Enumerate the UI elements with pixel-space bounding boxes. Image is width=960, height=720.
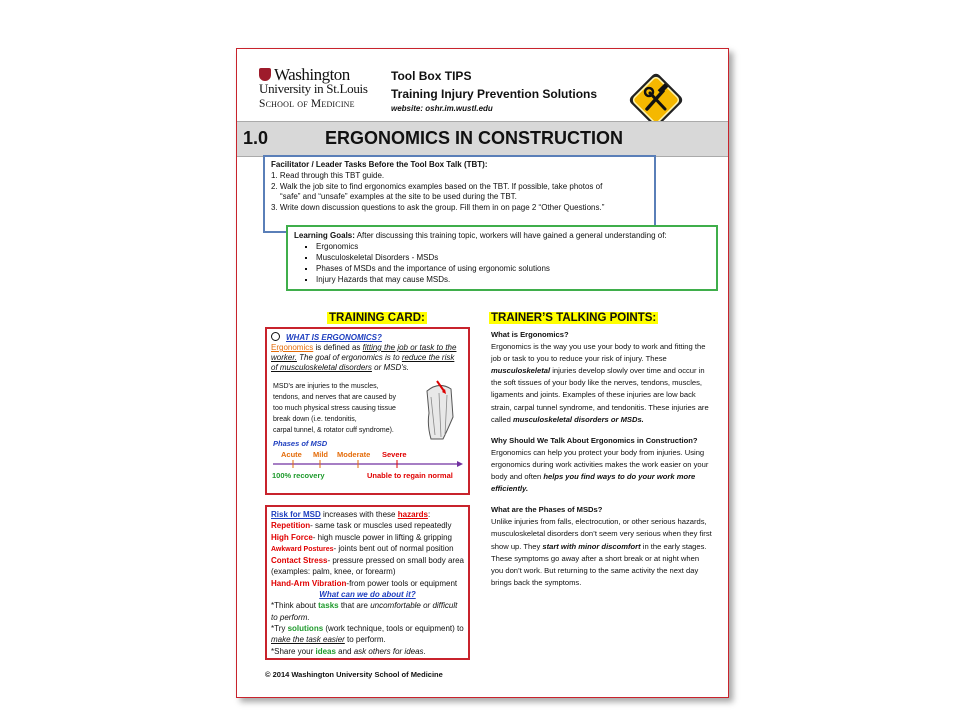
list-item: ▪ Injury Hazards that may cause MSDs. (316, 274, 710, 285)
hazard-item: Contact Stress- pressure pressed on small body area (271, 556, 464, 566)
learning-goals-intro: Learning Goals: After discussing this training topic, workers will have gained a general understanding of: (294, 231, 667, 240)
document-page (236, 48, 729, 698)
logo-washington: Washington (259, 65, 350, 85)
training-card-definition-box (265, 327, 470, 495)
facilitator-item: “safe” and “unsafe” examples at the site to be used during the TBT. (280, 192, 517, 202)
facilitator-item: 2. Walk the job site to find ergonomics examples based on the TBT. If possible, take photos of (271, 181, 603, 191)
hazard-item: High Force- high muscle power in lifting & gripping (271, 532, 452, 542)
logo-university: University in St.Louis (259, 81, 368, 96)
facilitator-item: 1. Read through this TBT guide. (271, 170, 385, 180)
toolbox-subtitle: Training Injury Prevention Solutions (391, 87, 598, 101)
risk-line: Risk for MSD increases with these hazards: (271, 510, 431, 519)
facilitator-tasks-box (263, 155, 656, 233)
logo-school: School of Medicine (259, 98, 355, 110)
copyright-footer: © 2014 Washington University School of Medicine (265, 670, 443, 679)
what-is-ergonomics: WHAT IS ERGONOMICS? (271, 332, 382, 342)
hazard-item: Awkward Postures- joints bent out of normal position (271, 543, 454, 553)
hazard-item: Hand-Arm Vibration-from power tools or equipment (271, 578, 458, 588)
talking-paragraph: Ergonomics is the way you use your body to work and fitting the job or task to you to reduce your risk of injury. These musculoskeletal injuries develop slowly over time and occur in the soft tissues of your body like the nerves, tendons, muscles, ligaments and joints. Examples of these injuries are low back strain, carpal tunnel syndrome, and tendonitis. These injuries are called musculoskeletal disorders or MSDs. (491, 342, 709, 424)
circle-bullet-icon (271, 332, 280, 341)
talking-points-text (491, 329, 713, 598)
phase-moderate: Moderate (337, 450, 371, 459)
facilitator-item: 3. Write down discussion questions to ask the group. Fill them in on page 2 “Other Questions.” (271, 203, 605, 213)
section-title-bar (237, 121, 728, 157)
ergonomics-definition: Ergonomics is defined as fitting the job or task to the worker. The goal of ergonomics is to reduce the risk of musculoskeletal disorders or MSD's. (271, 343, 457, 372)
training-card-hazards-box (265, 505, 470, 660)
share-line: *Share your ideas and ask others for ideas. (271, 646, 426, 656)
question-heading: What are the Phases of MSDs? (491, 505, 603, 515)
learning-goals-box (286, 225, 718, 291)
section-title: ERGONOMICS IN CONSTRUCTION (325, 128, 624, 148)
recovery-label: 100% recovery (272, 471, 325, 480)
talking-points-heading: TRAINER’S TALKING POINTS: (491, 312, 657, 324)
unable-label: Unable to regain normal (367, 471, 453, 480)
website-text: website: oshr.im.wustl.edu (391, 104, 493, 113)
try-line: *Try solutions (work technique, tools or equipment) to make the task easier to perform. (271, 623, 464, 645)
list-item: ▪ Ergonomics (316, 241, 710, 252)
question-heading: Why Should We Talk About Ergonomics in Construction? (491, 435, 698, 445)
phase-mild: Mild (313, 450, 328, 459)
think-line: *Think about tasks that are uncomfortable or difficult to perform. (271, 601, 458, 622)
msd-description: MSD's are injuries to the muscles, tendons, and nerves that are caused by too much physical stress causing tissue break down (i.e. tendonitis, carpal tunnel, & rotator cuff syndrome). (273, 383, 396, 434)
training-card-heading: TRAINING CARD: (329, 312, 425, 324)
talking-paragraph: Unlike injuries from falls, electrocution, or other serious hazards, musculoskeletal disorders don’t seem very serious when they first show up. They start with minor discomfort in the early stages. These symptoms go away after a short break or at night when you don’t work. But returning to the same activity the next day brings back the symptoms. (491, 517, 712, 587)
hazard-item: Repetition- same task or muscles used repeatedly (271, 521, 452, 531)
list-item: ▪ Musculoskeletal Disorders - MSDs (316, 252, 710, 263)
list-item: ▪ Phases of MSDs and the importance of using ergonomic solutions (316, 263, 710, 274)
learning-goals-list (294, 241, 710, 285)
toolbox-title: Tool Box TIPS (391, 69, 472, 83)
phases-title: Phases of MSD (273, 439, 328, 448)
hazard-examples: (examples: palm, knee, or forearm) (271, 567, 396, 577)
phase-acute: Acute (281, 450, 302, 459)
talking-paragraph: Ergonomics can help you protect your body from injuries. Using ergonomics during work activities makes the work easier on your body and often helps you find ways to do your work more efficiently. (491, 447, 709, 494)
shoulder-anatomy-icon (417, 377, 461, 441)
phases-arrow-line (273, 460, 463, 468)
question-heading: What is Ergonomics? (491, 330, 569, 339)
phase-severe: Severe (382, 450, 407, 459)
what-can-we-do: What can we do about it? (319, 590, 416, 600)
facilitator-heading: Facilitator / Leader Tasks Before the Tool Box Talk (TBT): (271, 160, 488, 169)
university-shield-icon (259, 68, 271, 81)
section-number: 1.0 (243, 128, 269, 148)
